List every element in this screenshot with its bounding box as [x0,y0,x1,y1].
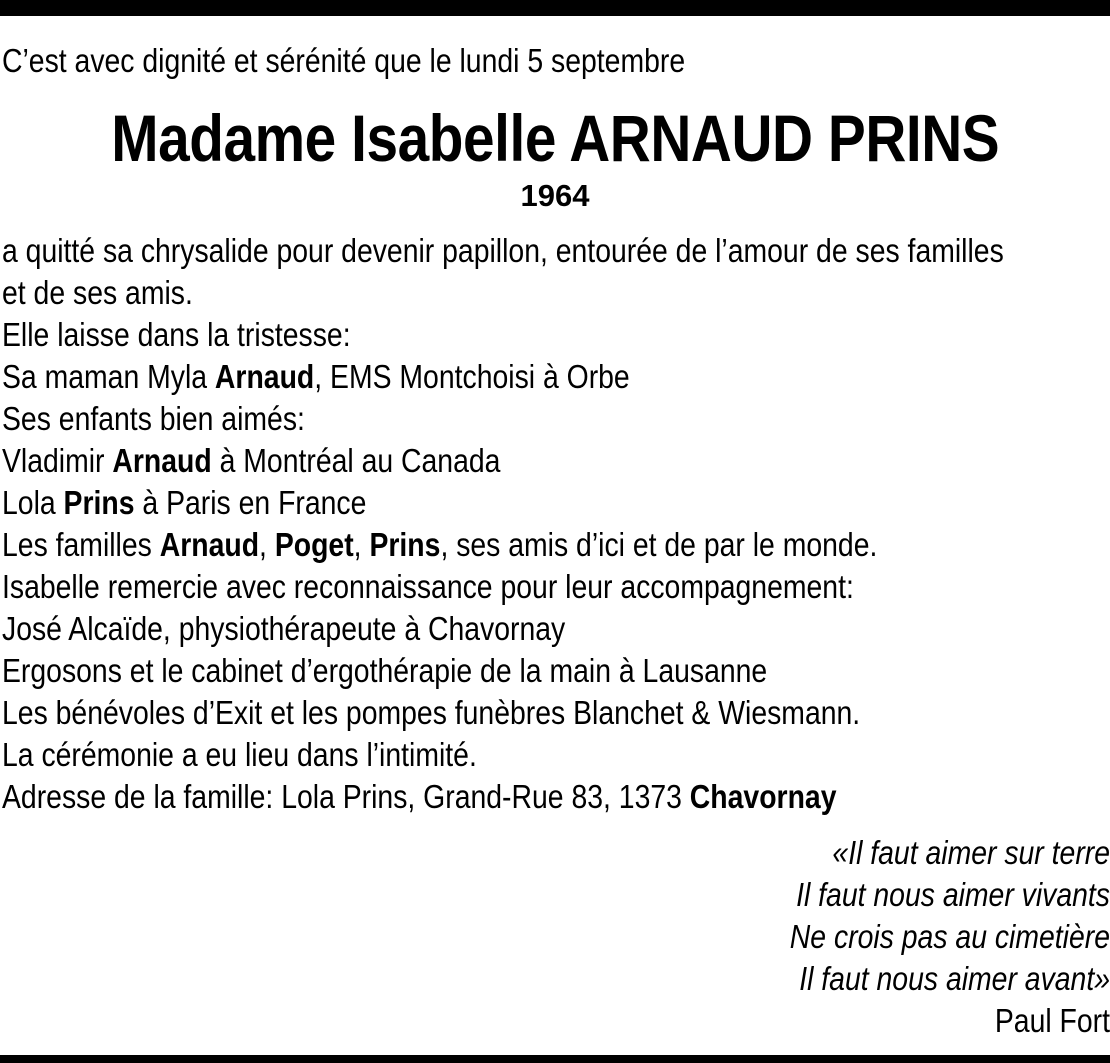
line-text: Ergosons et le cabinet d’ergothérapie de la main à Lausanne [2,652,768,689]
family-surname: Arnaud [112,442,212,479]
line-text: Elle laisse dans la tristesse: [2,316,351,353]
notice-line [2,314,1094,356]
notice-line [2,272,1094,314]
line-text: Les bénévoles d’Exit et les pompes funèbres Blanchet & Wiesmann. [2,694,861,731]
line-text: Les familles [2,526,160,563]
notice-line [2,398,1094,440]
family-surname: Arnaud [214,358,315,395]
notice-body [2,230,1094,818]
line-text: Ses enfants bien aimés: [2,400,305,437]
line-text: José Alcaïde, physiothérapeute à Chavornay [2,610,566,647]
intro-text: C’est avec dignité et sérénité que le lundi 5 septembre [2,42,686,79]
notice-line [2,734,1094,776]
top-rule [0,0,1110,16]
notice-line [2,356,1094,398]
line-text: à Paris en France [134,484,367,521]
notice-line [2,650,1094,692]
family-surname: Poget [274,526,354,563]
line-text: Lola [2,484,64,521]
notice-line [2,482,1094,524]
poem-line: Il faut nous aimer vivants [796,876,1110,913]
line-text: Sa maman Myla [2,358,215,395]
line-text: , EMS Montchoisi à Orbe [314,358,630,395]
line-text: Adresse de la famille: Lola Prins, Grand-Rue 83, 1373 [2,778,690,815]
notice-line [2,608,1094,650]
notice-line [2,692,1094,734]
line-text: et de ses amis. [2,274,193,311]
notice-line [2,230,1094,272]
bottom-rule [0,1055,1110,1063]
family-surname: Prins [369,526,441,563]
line-text: , ses amis d’ici et de par le monde. [440,526,878,563]
birth-year: 1964 [520,178,590,213]
poem-quote [18,832,1110,1042]
deceased-name [0,98,1110,178]
family-address-town: Chavornay [689,778,837,815]
line-text: Vladimir [2,442,113,479]
line-text: La cérémonie a eu lieu dans l’intimité. [2,736,477,773]
line-text: Isabelle remercie avec reconnaissance pour leur accompagnement: [2,568,854,605]
deceased-name-text: Madame Isabelle ARNAUD PRINS [111,101,999,175]
line-text: , [353,526,370,563]
family-surname: Prins [63,484,135,521]
line-text: à Montréal au Canada [211,442,501,479]
family-surname: Arnaud [159,526,260,563]
notice-line [2,524,1094,566]
notice-line [2,440,1094,482]
poem-line: Ne crois pas au cimetière [789,918,1110,955]
poem-line: «Il faut aimer sur terre [832,834,1110,871]
line-text: , [259,526,275,563]
poem-line: Il faut nous aimer avant» [799,960,1110,997]
notice-line [2,566,1094,608]
poem-author: Paul Fort [994,1002,1110,1039]
notice-line [2,776,1094,818]
line-text: a quitté sa chrysalide pour devenir papillon, entourée de l’amour de ses familles [2,232,1004,269]
